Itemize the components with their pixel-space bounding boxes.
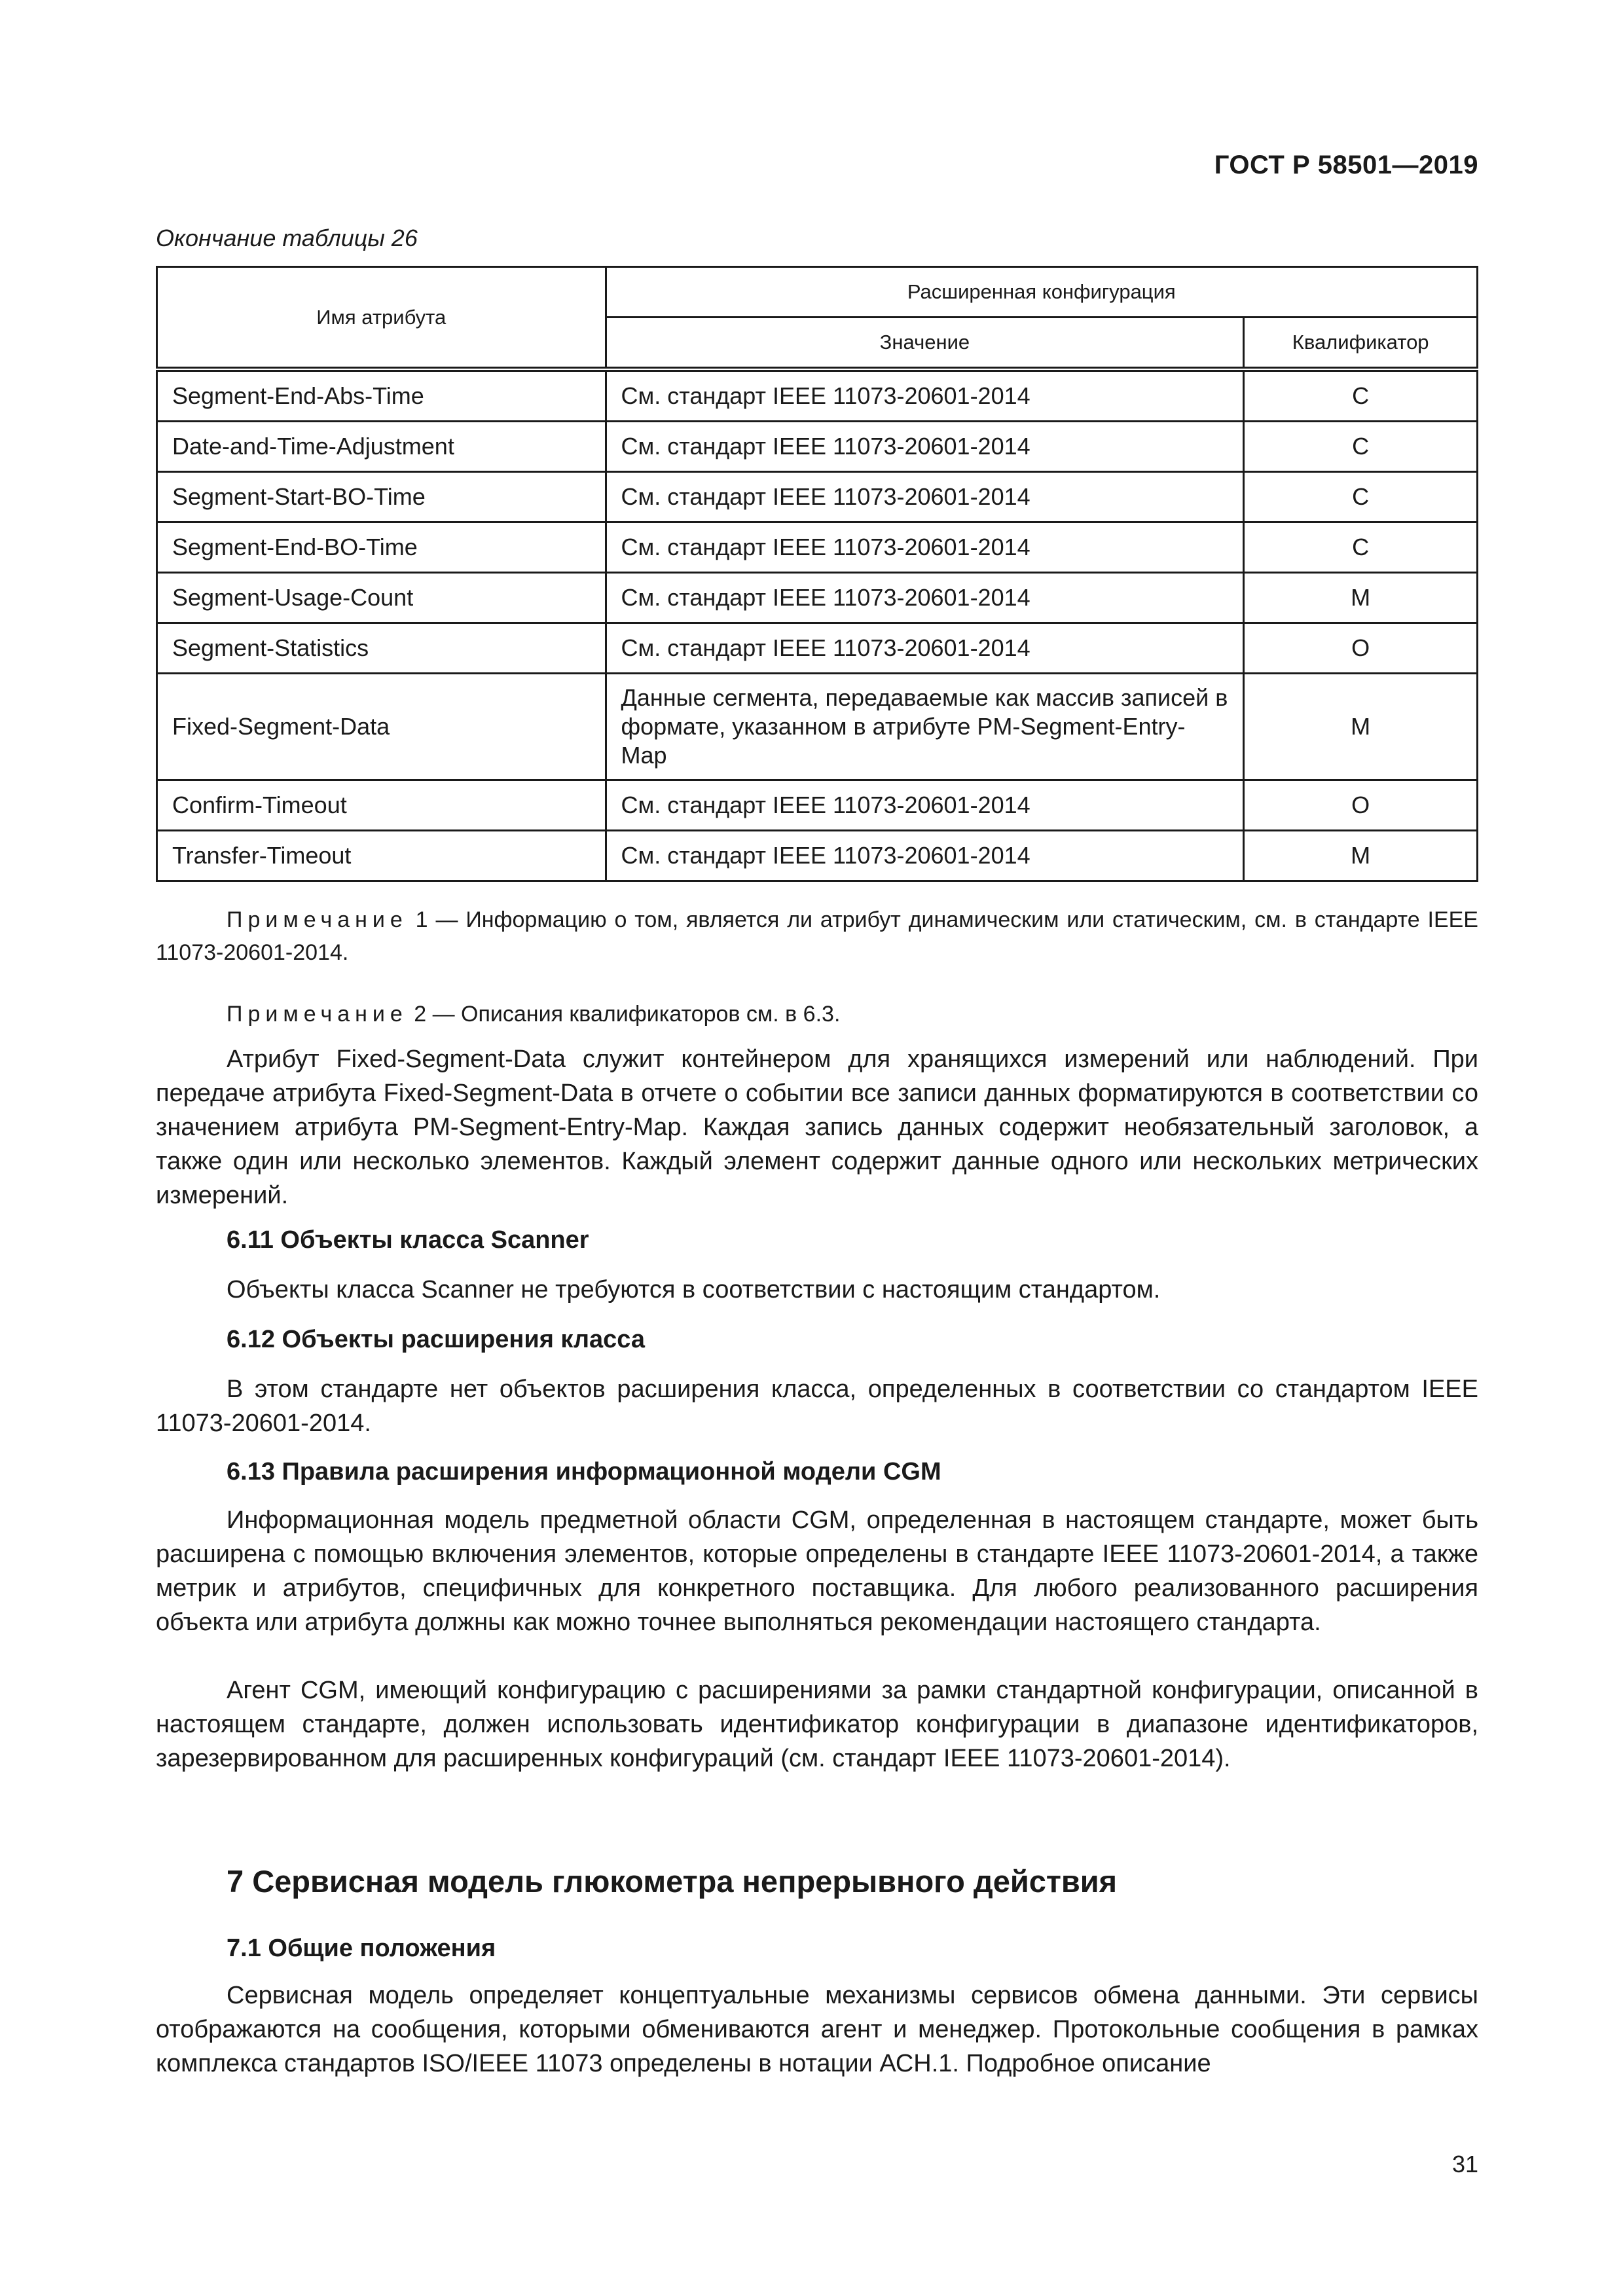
table-row (157, 472, 1478, 522)
note-text: 1 — Информацию о том, является ли атрибут динамическим или статическим, см. в стандарте IEEE 11073-20601-2014. (156, 907, 1478, 965)
page-number: 31 (1451, 2151, 1478, 2178)
table-caption: Окончание таблицы 26 (156, 225, 418, 251)
header-attribute-name: Имя атрибута (157, 267, 606, 370)
cell-qualifier: C (1244, 522, 1478, 573)
note-text: 2 — Описания квалификаторов см. в 6.3. (407, 1002, 841, 1027)
table-row (157, 623, 1478, 674)
section-heading-7: 7 Сервисная модель глюкометра непрерывного действия (227, 1864, 1118, 1899)
cell-qualifier: M (1244, 674, 1478, 780)
section-heading-6-13: 6.13 Правила расширения информационной модели CGM (227, 1458, 941, 1485)
paragraph-7-1: Сервисная модель определяет концептуальные механизмы сервисов обмена данными. Эти сервисы отображаются на сообщения, которыми обмениваются агент и менеджер. Протокольные сообщения в рамках комплекса стандартов ISO/IEEE 11073 определены в нотации АСН.1. Подробное описание (156, 1982, 1478, 2077)
cell-value: См. стандарт IEEE 11073-20601-2014 (606, 573, 1244, 623)
section-heading-6-11: 6.11 Объекты класса Scanner (227, 1226, 589, 1254)
table-row (157, 573, 1478, 623)
table-row (157, 522, 1478, 573)
header-qualifier: Квалификатор (1244, 318, 1478, 370)
cell-qualifier: C (1244, 472, 1478, 522)
paragraph-fixed-segment-data: Атрибут Fixed-Segment-Data служит контейнером для хранящихся измерений или наблюдений. При передаче атрибута Fixed-Segment-Data в отчете о событии все записи данных форматируются в соответствии со значением атрибута PM-Segment-Entry-Map. Каждая запись данных содержит необязательный заголовок, а также один или несколько элементов. Каждый элемент содержит данные одного или нескольких метрических измерений. (156, 1046, 1478, 1209)
paragraph-6-13-a: Информационная модель предметной области CGM, определенная в настоящем стандарте, может быть расширена с помощью включения элементов, которые определены в стандарте IEEE 11073-20601-2014, а также метрик и атрибутов, специфичных для конкретного поставщика. Для любого реализованного расширения объекта или атрибута должны как можно точнее выполняться рекомендации настоящего стандарта. (156, 1506, 1478, 1636)
cell-name: Segment-Statistics (157, 623, 606, 674)
table-row (157, 422, 1478, 472)
paragraph-6-11: Объекты класса Scanner не требуются в соответствии с настоящим стандартом. (227, 1276, 1161, 1303)
cell-qualifier: O (1244, 623, 1478, 674)
note-1 (156, 903, 1478, 969)
table-header-row (157, 267, 1478, 318)
cell-value: См. стандарт IEEE 11073-20601-2014 (606, 422, 1244, 472)
header-extended-config: Расширенная конфигурация (606, 267, 1477, 318)
note-label: Примечание (227, 907, 408, 932)
cell-name: Transfer-Timeout (157, 831, 606, 881)
table-row (157, 780, 1478, 831)
table-row (157, 831, 1478, 881)
section-heading-6-12: 6.12 Объекты расширения класса (227, 1326, 646, 1353)
cell-value: См. стандарт IEEE 11073-20601-2014 (606, 831, 1244, 881)
table-row (157, 674, 1478, 780)
cell-name: Date-and-Time-Adjustment (157, 422, 606, 472)
paragraph-6-13-b: Агент CGM, имеющий конфигурацию с расширениями за рамки стандартной конфигурации, описанной в настоящем стандарте, должен использовать идентификатор конфигурации в диапазоне идентификаторов, зарезервированном для расширенных конфигураций (см. стандарт IEEE 11073-20601-2014). (156, 1677, 1478, 1772)
cell-value: См. стандарт IEEE 11073-20601-2014 (606, 472, 1244, 522)
paragraph-6-12: В этом стандарте нет объектов расширения класса, определенных в соответствии со стандартом IEEE 11073-20601-2014. (156, 1376, 1478, 1437)
cell-name: Segment-Start-BO-Time (157, 472, 606, 522)
attributes-table (156, 266, 1478, 882)
section-heading-7-1: 7.1 Общие положения (227, 1935, 496, 1962)
cell-value: См. стандарт IEEE 11073-20601-2014 (606, 522, 1244, 573)
cell-qualifier: C (1244, 369, 1478, 422)
document-id: ГОСТ Р 58501—2019 (1214, 151, 1478, 179)
cell-name: Segment-End-Abs-Time (157, 369, 606, 422)
cell-qualifier: M (1244, 831, 1478, 881)
cell-value: См. стандарт IEEE 11073-20601-2014 (606, 623, 1244, 674)
header-value: Значение (606, 318, 1244, 370)
cell-qualifier: M (1244, 573, 1478, 623)
cell-name: Segment-Usage-Count (157, 573, 606, 623)
cell-qualifier: C (1244, 422, 1478, 472)
table-row (157, 369, 1478, 422)
cell-value: См. стандарт IEEE 11073-20601-2014 (606, 780, 1244, 831)
cell-value: См. стандарт IEEE 11073-20601-2014 (606, 369, 1244, 422)
note-2 (156, 998, 1478, 1030)
note-label: Примечание (227, 1002, 408, 1027)
cell-value: Данные сегмента, передаваемые как массив записей в формате, указанном в атрибуте PM-Segment-Entry-Map (606, 674, 1244, 780)
cell-name: Confirm-Timeout (157, 780, 606, 831)
cell-name: Fixed-Segment-Data (157, 674, 606, 780)
cell-qualifier: O (1244, 780, 1478, 831)
cell-name: Segment-End-BO-Time (157, 522, 606, 573)
